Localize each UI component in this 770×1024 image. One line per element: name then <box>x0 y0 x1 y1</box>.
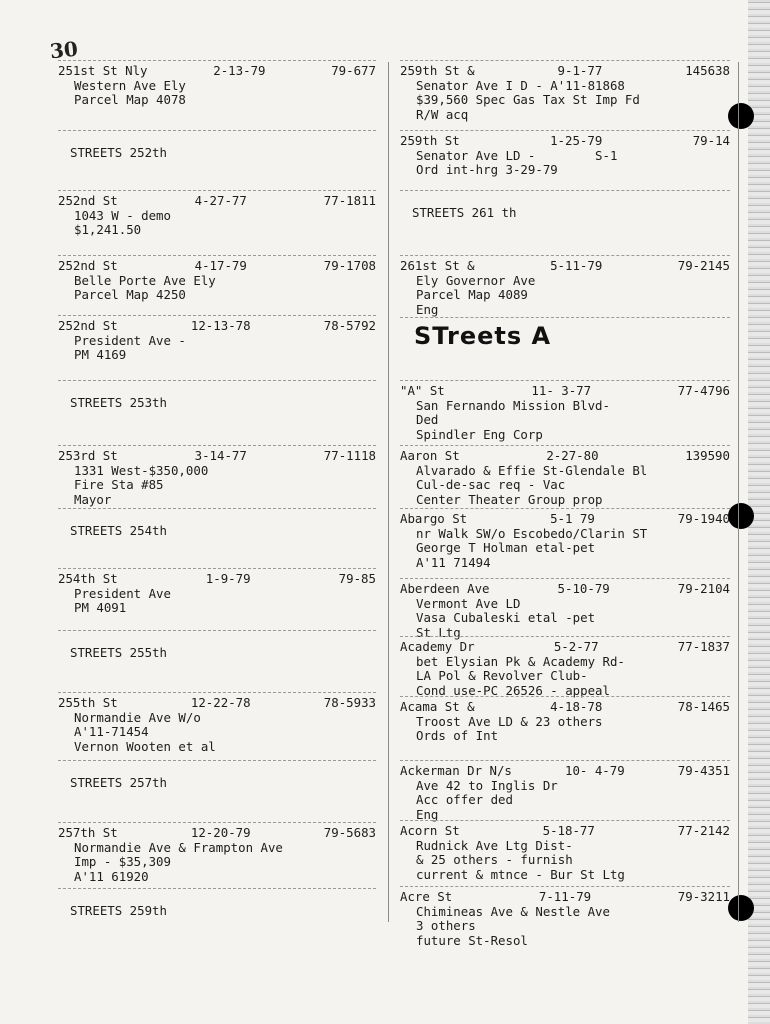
section-heading: STREETS 253th <box>70 395 167 410</box>
card-detail-line: Acc offer ded <box>416 793 513 808</box>
file-number: 77-4796 <box>677 384 730 398</box>
index-card <box>58 380 376 449</box>
card-detail-line: Cond use-PC 26526 - appeal <box>416 683 610 698</box>
card-header <box>58 826 376 841</box>
card-detail-line: Normandie Ave & Frampton Ave <box>74 840 283 855</box>
file-number: 78-5933 <box>323 696 376 710</box>
file-number: 79-1940 <box>677 512 730 526</box>
card-header <box>400 890 730 905</box>
index-card <box>58 315 376 384</box>
street-name: 254th St <box>58 572 118 586</box>
card-header <box>400 764 730 779</box>
street-name: 252nd St <box>58 319 118 333</box>
card-detail-line: President Ave <box>74 586 171 601</box>
handwritten-heading: STreets A <box>414 322 552 350</box>
index-card <box>58 60 376 134</box>
card-detail-line: current & mtnce - Bur St Ltg <box>416 867 625 882</box>
index-card <box>400 317 730 384</box>
card-detail-line: 3 others <box>416 919 476 934</box>
street-name: 255th St <box>58 696 118 710</box>
card-date: 5-2-77 <box>553 640 599 654</box>
file-number: 77-1118 <box>323 449 376 463</box>
file-number: 77-1837 <box>677 640 730 654</box>
street-name: Acorn St <box>400 824 460 838</box>
file-number: 139590 <box>685 449 730 463</box>
card-detail-line: Vermont Ave LD <box>416 596 521 611</box>
punch-hole <box>728 895 754 921</box>
street-name: Acama St & <box>400 700 475 714</box>
file-number: 78-1465 <box>677 700 730 714</box>
card-detail-line: A'11 71494 <box>416 555 491 570</box>
index-card <box>400 255 730 321</box>
file-number: 79-677 <box>331 64 376 78</box>
card-detail-line: A'11 61920 <box>74 869 149 884</box>
card-detail-line: $1,241.50 <box>74 223 142 238</box>
street-name: Abargo St <box>400 512 468 526</box>
street-name: Aaron St <box>400 449 460 463</box>
index-card <box>400 60 730 134</box>
card-detail-line: Alvarado & Effie St-Glendale Bl <box>416 463 648 478</box>
street-name: Academy Dr <box>400 640 475 654</box>
section-heading: STREETS 259th <box>70 903 167 918</box>
section-heading: STREETS 254th <box>70 523 167 538</box>
street-name: 259th St & <box>400 64 475 78</box>
card-date: 4-17-79 <box>194 259 247 273</box>
card-date: 5-1 79 <box>550 512 595 526</box>
card-header <box>400 512 730 527</box>
file-number: 79-5683 <box>323 826 376 840</box>
card-detail-line: A'11-71454 <box>74 725 149 740</box>
index-card <box>400 508 730 582</box>
card-date: 10- 4-79 <box>565 764 625 778</box>
card-header <box>400 640 730 655</box>
street-name: 253rd St <box>58 449 118 463</box>
file-number: 77-2142 <box>677 824 730 838</box>
index-card <box>58 822 376 892</box>
street-name: Acre St <box>400 890 453 904</box>
section-heading: STREETS 252th <box>70 145 167 160</box>
street-name: Aberdeen Ave <box>400 582 490 596</box>
section-heading: STREETS 257th <box>70 775 167 790</box>
file-number: 77-1811 <box>323 194 376 208</box>
card-detail-line: Troost Ave LD & 23 others <box>416 714 603 729</box>
card-detail-line: Parcel Map 4250 <box>74 288 186 303</box>
right-border <box>738 62 739 922</box>
card-header <box>400 582 730 597</box>
punch-hole <box>728 503 754 529</box>
index-card <box>400 130 730 194</box>
card-date: 4-18-78 <box>550 700 603 714</box>
section-heading: STREETS 261 th <box>412 205 517 220</box>
card-detail-line: St Ltg <box>416 625 461 640</box>
card-detail-line: PM 4169 <box>74 348 127 363</box>
card-detail-line: Ords of Int <box>416 729 499 744</box>
index-card <box>58 508 376 572</box>
index-card <box>58 630 376 696</box>
card-header <box>58 259 376 274</box>
card-detail-line: George T Holman etal-pet <box>416 541 596 556</box>
card-detail-line: 1331 West-$350,000 <box>74 463 209 478</box>
street-name: 251st St Nly <box>58 64 148 78</box>
card-header <box>400 384 730 399</box>
card-date: 12-20-79 <box>190 826 251 840</box>
file-number: 79-4351 <box>677 764 730 778</box>
card-detail-line: Center Theater Group prop <box>416 492 603 507</box>
card-detail-line: 1043 W - demo <box>74 208 171 223</box>
card-detail-line: future St-Resol <box>416 933 528 948</box>
card-date: 12-13-78 <box>190 319 251 333</box>
file-number: 79-3211 <box>677 890 730 904</box>
card-date: 2-13-79 <box>213 64 266 78</box>
card-detail-line: Eng <box>416 807 439 822</box>
card-detail-line: PM 4091 <box>74 601 127 616</box>
card-detail-line: Vasa Cubaleski etal -pet <box>416 611 596 626</box>
section-heading: STREETS 255th <box>70 645 167 660</box>
index-card <box>58 445 376 512</box>
card-detail-line: Ely Governor Ave <box>416 273 536 288</box>
index-card <box>400 445 730 512</box>
index-card <box>58 255 376 319</box>
file-number: 79-1708 <box>323 259 376 273</box>
file-number: 78-5792 <box>323 319 376 333</box>
card-date: 5-18-77 <box>542 824 595 838</box>
card-date: 7-11-79 <box>538 890 592 904</box>
index-card <box>400 578 730 640</box>
street-name: "A" St <box>400 384 445 398</box>
card-date: 1-9-79 <box>205 572 251 586</box>
page-number: 30 <box>48 36 80 64</box>
card-header <box>400 64 730 79</box>
punch-hole <box>728 103 754 129</box>
card-detail-line: Eng <box>416 302 439 317</box>
file-number: 79-2104 <box>677 582 730 596</box>
card-detail-line: Senator Ave LD - S-1 <box>416 148 618 163</box>
card-detail-line: Spindler Eng Corp <box>416 427 543 442</box>
street-name: 252nd St <box>58 259 118 273</box>
column-divider <box>388 62 389 922</box>
card-date: 1-25-79 <box>550 134 603 148</box>
index-card <box>400 190 730 259</box>
street-name: 257th St <box>58 826 118 840</box>
card-detail-line: Parcel Map 4089 <box>416 288 528 303</box>
card-header <box>58 449 376 464</box>
card-detail-line: $39,560 Spec Gas Tax St Imp Fd <box>416 93 640 108</box>
card-detail-line: Cul-de-sac req - Vac <box>416 478 566 493</box>
card-date: 2-27-80 <box>546 449 599 463</box>
card-header <box>58 319 376 334</box>
street-name: 261st St & <box>400 259 475 273</box>
card-header <box>58 696 376 711</box>
card-header <box>58 64 376 79</box>
index-card <box>400 886 730 960</box>
card-detail-line: Ded <box>416 413 439 428</box>
card-header <box>58 572 376 587</box>
card-header <box>400 824 730 839</box>
file-number: 145638 <box>685 64 730 78</box>
card-detail-line: Rudnick Ave Ltg Dist- <box>416 838 573 853</box>
index-card <box>400 636 730 700</box>
card-detail-line: Chimineas Ave & Nestle Ave <box>416 904 610 919</box>
card-detail-line: Senator Ave I D - A'11-81868 <box>416 78 625 93</box>
street-name: 252nd St <box>58 194 118 208</box>
card-header <box>400 259 730 274</box>
card-detail-line: Western Ave Ely <box>74 78 186 93</box>
card-detail-line: & 25 others - furnish <box>416 853 573 868</box>
card-detail-line: Mayor <box>74 492 112 507</box>
card-date: 3-14-77 <box>194 449 247 463</box>
card-header <box>400 134 730 149</box>
index-card <box>58 692 376 764</box>
card-detail-line: San Fernando Mission Blvd- <box>416 398 610 413</box>
card-detail-line: President Ave - <box>74 333 186 348</box>
street-name: Ackerman Dr N/s <box>400 764 512 778</box>
index-card <box>58 568 376 634</box>
index-card <box>400 760 730 824</box>
file-number: 79-14 <box>692 134 730 148</box>
index-card <box>58 888 376 932</box>
card-header <box>58 194 376 209</box>
card-detail-line: Vernon Wooten et al <box>74 739 216 754</box>
card-detail-line: Parcel Map 4078 <box>74 93 186 108</box>
card-date: 5-11-79 <box>550 259 603 273</box>
card-detail-line: Imp - $35,309 <box>74 855 171 870</box>
card-date: 9-1-77 <box>557 64 603 78</box>
index-card <box>400 380 730 449</box>
card-date: 11- 3-77 <box>531 384 592 398</box>
index-card <box>58 190 376 259</box>
card-header <box>400 700 730 715</box>
index-card <box>400 696 730 764</box>
card-detail-line: R/W acq <box>416 107 469 122</box>
card-detail-line: Normandie Ave W/o <box>74 710 201 725</box>
card-date: 5-10-79 <box>557 582 610 596</box>
card-detail-line: Ave 42 to Inglis Dr <box>416 778 558 793</box>
file-number: 79-2145 <box>677 259 730 273</box>
card-detail-line: bet Elysian Pk & Academy Rd- <box>416 654 625 669</box>
card-detail-line: nr Walk SW/o Escobedo/Clarin ST <box>416 526 648 541</box>
index-card <box>58 130 376 194</box>
card-detail-line: Ord int-hrg 3-29-79 <box>416 163 558 178</box>
card-detail-line: Belle Porte Ave Ely <box>74 273 216 288</box>
index-card <box>58 760 376 826</box>
card-detail-line: LA Pol & Revolver Club- <box>416 669 588 684</box>
card-date: 4-27-77 <box>194 194 247 208</box>
card-header <box>400 449 730 464</box>
index-card <box>400 820 730 890</box>
card-detail-line: Fire Sta #85 <box>74 478 164 493</box>
street-name: 259th St <box>400 134 460 148</box>
file-number: 79-85 <box>338 572 376 586</box>
card-date: 12-22-78 <box>190 696 251 710</box>
